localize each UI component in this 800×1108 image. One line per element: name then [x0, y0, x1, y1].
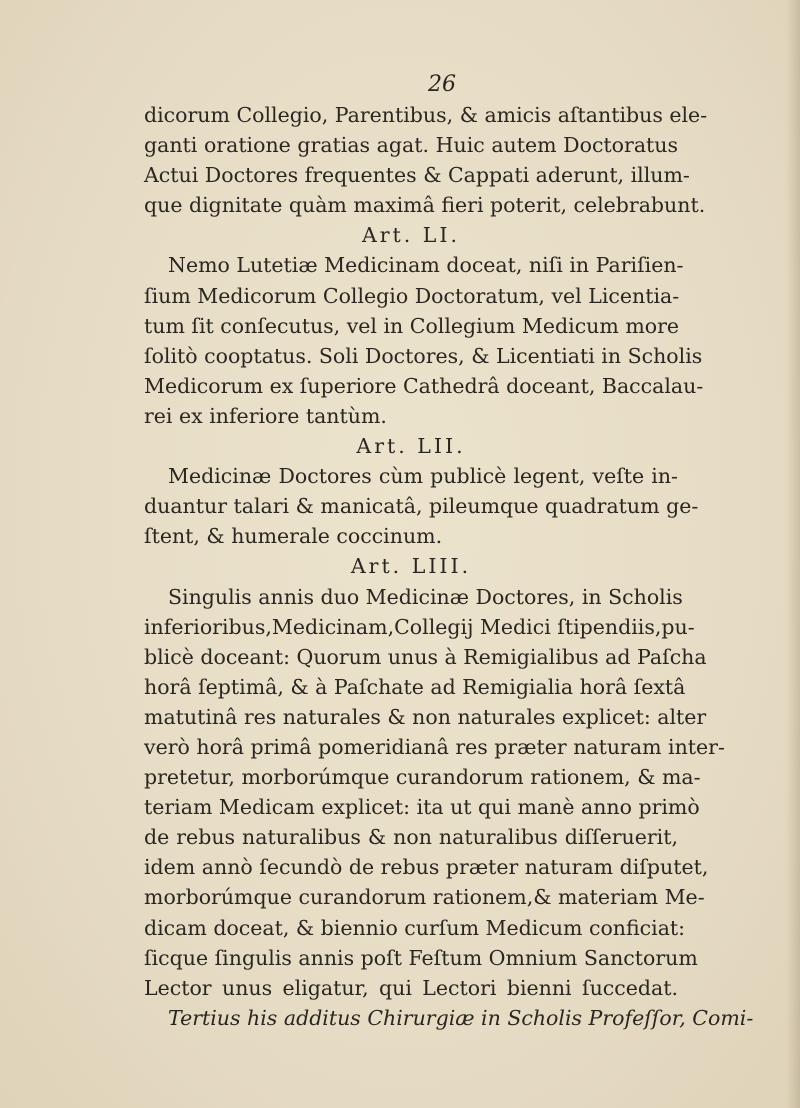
page-number: 26	[428, 72, 456, 97]
text-line: que dignitate quàm maximâ fieri poterit, celebrabunt.	[144, 193, 706, 218]
text-line: Singulis annis duo Medicinæ Doctores, in Scholis	[168, 584, 683, 609]
text-line: Medicinæ Doctores cùm publicè legent, veſte in-	[168, 464, 678, 489]
text-line: pretetur, morborúmque curandorum rationem, & ma-	[144, 765, 701, 790]
text-line: ſolitò cooptatus. Soli Doctores, & Licentiati in Scholis	[144, 343, 703, 368]
text-line: dicorum Collegio, Parentibus, & amicis aſtantibus ele-	[144, 103, 708, 127]
text-line: teriam Medicam explicet: ita ut qui manè anno primò	[144, 795, 700, 820]
text-line: Actui Doctores frequentes & Cappati aderunt, illum-	[144, 163, 690, 188]
text-line: ganti oratione gratias agat. Huic autem Doctoratus	[144, 133, 678, 158]
page-edge-shadow	[786, 0, 800, 1108]
text-line: Lector unus eligatur, qui Lectori bienni ſuccedat.	[144, 975, 678, 1000]
text-line: verò horâ primâ pomeridianâ res præter naturam inter-	[144, 734, 725, 759]
text-line: morborúmque curandorum rationem,& materiam Me-	[144, 885, 705, 910]
text-line: Tertius his additus Chirurgiæ in Scholis Profeſſor, Comi-	[168, 1005, 754, 1030]
text-line: ſtent, & humerale coccinum.	[144, 524, 443, 549]
article-heading: Art. LIII.	[350, 554, 472, 579]
text-line: idem annò ſecundò de rebus præter naturam diſputet,	[144, 855, 709, 880]
text-line: Nemo Lutetiæ Medicinam doceat, niſi in Pariſien-	[168, 253, 684, 278]
article-heading: Art. LI.	[361, 223, 461, 248]
text-line: blicè doceant: Quorum unus à Remigialibus ad Paſcha	[144, 644, 707, 669]
text-line: inferioribus,Medicinam,Collegij Medici ſtipendiis,pu-	[144, 614, 695, 639]
text-line: matutinâ res naturales & non naturales explicet: alter	[144, 704, 707, 729]
text-line: horâ ſeptimâ, & à Paſchate ad Remigialia horâ ſextâ	[144, 674, 686, 699]
text-block	[144, 100, 754, 1033]
text-line: ſium Medicorum Collegio Doctoratum, vel Licentia-	[144, 283, 680, 308]
text-line: tum ſit conſecutus, vel in Collegium Medicum more	[144, 313, 680, 338]
text-line: Medicorum ex ſuperiore Cathedrâ doceant, Baccalau-	[144, 373, 704, 398]
text-line: rei ex inferiore tantùm.	[144, 403, 387, 428]
article-heading: Art. LII.	[356, 434, 466, 459]
text-line: de rebus naturalibus & non naturalibus diſſeruerit,	[144, 825, 678, 850]
text-line: ſicque ſingulis annis poſt Feſtum Omnium Sanctorum	[144, 945, 698, 970]
text-line: dicam doceat, & biennio curſum Medicum conficiat:	[144, 915, 686, 940]
text-line: duantur talari & manicatâ, pileumque quadratum ge-	[144, 494, 699, 519]
